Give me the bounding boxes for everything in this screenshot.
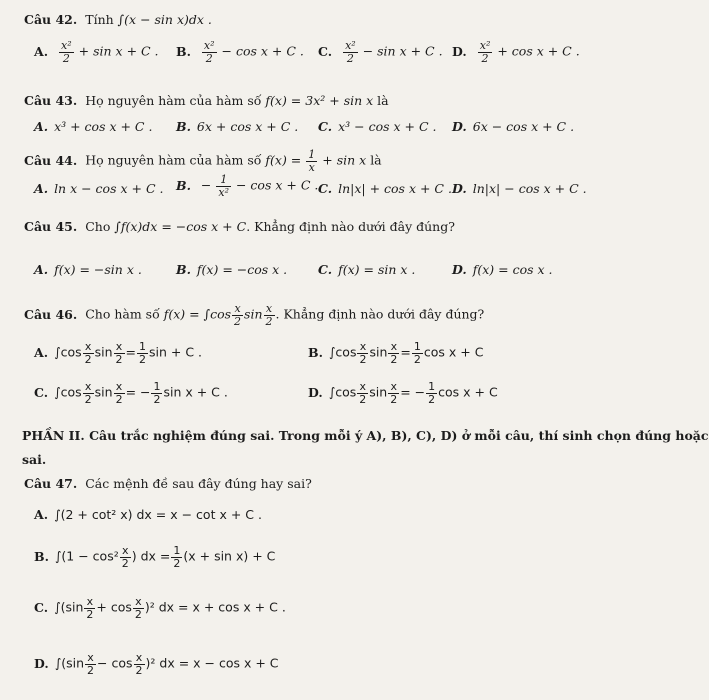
option-label: D.: [452, 119, 467, 134]
frac-denominator: 2: [121, 556, 129, 570]
option-label: D.: [308, 384, 323, 400]
frac-numerator: 1: [428, 380, 436, 393]
option-label: D.: [34, 655, 49, 671]
option-42-b: [176, 40, 304, 64]
frac-numerator: x: [357, 381, 368, 394]
frac-numerator: x: [114, 381, 125, 394]
frac-denominator: 2: [428, 392, 436, 406]
option-label: B.: [308, 344, 323, 360]
frac-numerator: 1: [153, 380, 161, 393]
frac-numerator: 1: [216, 174, 231, 187]
frac-numerator: x: [120, 545, 131, 558]
option-42-a: [34, 40, 159, 64]
option-text: f(x) = cos x .: [472, 262, 553, 277]
option-label: C.: [34, 384, 49, 400]
question-text: Tính: [85, 12, 114, 27]
option-mid: sin: [94, 344, 113, 360]
frac-denominator: x: [308, 160, 315, 174]
question-expression: ∫f(x)dx = −cos x + C: [114, 219, 247, 234]
option-lhs: ∫cos: [54, 344, 82, 360]
option-45-a: [34, 262, 142, 277]
option-43-c: [318, 119, 436, 134]
frac-denominator: 2: [173, 556, 181, 570]
option-43-a: [34, 119, 152, 134]
frac-numerator: 1: [413, 340, 421, 353]
option-label: B.: [176, 119, 191, 134]
frac-numerator: x: [83, 341, 94, 354]
frac-denominator: 2: [205, 51, 213, 65]
option-label: B.: [34, 548, 49, 564]
frac-numerator: x: [134, 652, 145, 665]
option-46-d: [308, 381, 498, 405]
question-number: Câu 45.: [24, 219, 78, 234]
frac-denominator: 2: [390, 392, 398, 406]
frac-denominator: 2: [413, 352, 421, 366]
option-text: ln x − cos x + C .: [54, 181, 164, 196]
frac-denominator: 2: [265, 314, 273, 328]
frac-denominator: x²: [218, 185, 229, 199]
option-equals: =: [125, 344, 137, 360]
option-47-d: [34, 652, 279, 676]
question-tail: là: [377, 93, 389, 108]
expression-mid: sin: [244, 306, 263, 322]
expression-prefix: f(x) = ∫cos: [163, 306, 232, 322]
option-label: A.: [34, 43, 49, 59]
option-mid: ) dx =: [131, 548, 171, 564]
option-text: ln|x| + cos x + C .: [338, 181, 452, 196]
frac-numerator: x: [85, 652, 96, 665]
frac-numerator: x: [388, 341, 399, 354]
option-mid: sin: [369, 344, 388, 360]
frac-denominator: 2: [84, 352, 92, 366]
question-number: Câu 46.: [24, 306, 78, 322]
option-mid: sin: [94, 384, 113, 400]
option-label: C.: [318, 119, 333, 134]
option-lhs: ∫cos: [328, 344, 357, 360]
option-text: sin + C .: [149, 344, 203, 360]
option-46-b: [308, 341, 483, 365]
option-text: f(x) = −sin x .: [54, 262, 142, 277]
option-label: A.: [34, 262, 49, 277]
option-text: f(x) = −cos x .: [196, 262, 288, 277]
frac-denominator: 2: [359, 352, 367, 366]
section-2-heading-cont: sai.: [22, 452, 47, 467]
option-label: B.: [176, 177, 191, 193]
frac-denominator: 2: [153, 392, 161, 406]
question-42: [24, 12, 212, 27]
option-46-c: [34, 381, 228, 405]
frac-denominator: 2: [346, 51, 354, 65]
option-text: cos x + C: [423, 344, 484, 360]
option-label: A.: [34, 507, 49, 522]
question-43: [24, 93, 389, 108]
option-text: )² dx = x + cos x + C .: [144, 599, 286, 615]
option-text: + cos x + C .: [497, 43, 580, 59]
question-44: [24, 149, 382, 173]
option-prefix: ∫(1 − cos²: [54, 548, 119, 564]
option-label: C.: [34, 599, 49, 615]
question-text: Họ nguyên hàm của hàm số: [85, 93, 262, 108]
option-mid: − cos: [97, 655, 133, 671]
question-text: Cho: [85, 219, 111, 234]
option-equals: =: [400, 344, 411, 360]
frac-denominator: 2: [234, 314, 242, 328]
question-46: [24, 303, 484, 327]
question-tail: là: [370, 152, 382, 168]
frac-numerator: x²: [203, 39, 215, 52]
option-45-c: [318, 262, 415, 277]
option-text: − sin x + C .: [362, 43, 443, 59]
option-label: B.: [176, 43, 191, 59]
option-text: (x + sin x) + C: [183, 548, 276, 564]
question-text: Cho hàm số: [85, 306, 160, 322]
option-text: 6x + cos x + C .: [196, 119, 299, 134]
frac-denominator: 2: [62, 51, 70, 65]
option-42-c: [318, 40, 443, 64]
frac-numerator: 1: [308, 148, 316, 161]
frac-denominator: 2: [115, 352, 123, 366]
option-text: x³ − cos x + C .: [338, 119, 437, 134]
option-text: + sin x + C .: [78, 43, 159, 59]
frac-numerator: x: [357, 341, 368, 354]
frac-denominator: 2: [139, 352, 147, 366]
option-42-d: [452, 40, 580, 64]
frac-numerator: x²: [345, 39, 356, 52]
option-46-a: [34, 341, 202, 365]
frac-numerator: x²: [479, 39, 491, 52]
question-tail: . Khẳng định nào dưới đây đúng?: [275, 306, 485, 322]
option-text: )² dx = x − cos x + C: [145, 655, 279, 671]
question-number: Câu 44.: [24, 152, 78, 168]
frac-denominator: 2: [84, 392, 92, 406]
question-expression: f(x) = 3x² + sin x: [265, 93, 374, 108]
question-tail: . Khẳng định nào dưới đây đúng?: [246, 219, 455, 234]
question-47: [24, 476, 312, 491]
option-text: 6x − cos x + C .: [472, 119, 575, 134]
option-label: C.: [318, 262, 333, 277]
frac-denominator: 2: [390, 352, 398, 366]
question-number: Câu 42.: [24, 12, 78, 27]
question-number: Câu 47.: [24, 476, 78, 491]
question-45: [24, 219, 455, 234]
option-47-b: [34, 545, 275, 569]
option-text: ln|x| − cos x + C .: [472, 181, 587, 196]
option-44-b: [176, 174, 318, 198]
frac-denominator: 2: [115, 392, 123, 406]
frac-numerator: x: [232, 303, 243, 316]
option-label: A.: [34, 344, 49, 360]
option-45-d: [452, 262, 553, 277]
option-prefix: −: [200, 177, 212, 193]
option-text: − cos x + C .: [235, 177, 319, 193]
option-label: D.: [452, 262, 467, 277]
option-text: x³ + cos x + C .: [54, 119, 153, 134]
frac-denominator: 2: [481, 51, 489, 65]
frac-numerator: x: [84, 596, 95, 609]
question-expression: ∫(x − sin x)dx .: [117, 12, 212, 27]
option-mid: + cos: [96, 599, 132, 615]
option-text: f(x) = sin x .: [338, 262, 416, 277]
option-45-b: [176, 262, 287, 277]
frac-numerator: x: [114, 341, 125, 354]
option-label: D.: [452, 181, 467, 196]
option-text: sin x + C .: [163, 384, 228, 400]
option-text: ∫(2 + cot² x) dx = x − cot x + C .: [54, 507, 262, 522]
option-47-a: [34, 507, 262, 522]
frac-numerator: x: [264, 303, 275, 316]
frac-numerator: x: [133, 596, 144, 609]
frac-denominator: 2: [135, 663, 143, 677]
frac-denominator: 2: [134, 607, 142, 621]
frac-denominator: 2: [359, 392, 367, 406]
option-47-c: [34, 596, 286, 620]
option-mid: sin: [369, 384, 388, 400]
option-equals: = −: [400, 384, 426, 400]
frac-numerator: 1: [139, 340, 147, 353]
option-lhs: ∫cos: [54, 384, 82, 400]
option-43-b: [176, 119, 298, 134]
frac-numerator: 1: [173, 544, 181, 557]
option-text: − cos x + C .: [221, 43, 304, 59]
option-label: B.: [176, 262, 191, 277]
option-label: D.: [452, 43, 467, 59]
option-prefix: ∫(sin: [54, 655, 85, 671]
expression-prefix: f(x) =: [265, 152, 302, 168]
question-text: Các mệnh đề sau đây đúng hay sai?: [85, 476, 312, 491]
option-44-a: [34, 181, 163, 196]
option-44-c: [318, 181, 452, 196]
option-label: A.: [34, 119, 49, 134]
option-label: A.: [34, 181, 49, 196]
frac-numerator: x: [388, 381, 399, 394]
option-label: C.: [318, 43, 333, 59]
option-prefix: ∫(sin: [54, 599, 84, 615]
frac-numerator: x: [83, 381, 94, 394]
expression-suffix: + sin x: [322, 152, 367, 168]
option-label: C.: [318, 181, 333, 196]
section-2-heading: PHẦN II. Câu trắc nghiệm đúng sai. Trong mỗi ý A), B), C), D) ở mỗi câu, thí sinh chọn đúng hoặc: [22, 428, 709, 443]
option-43-d: [452, 119, 574, 134]
option-text: cos x + C: [438, 384, 498, 400]
frac-numerator: x²: [61, 39, 72, 52]
option-44-d: [452, 181, 587, 196]
question-number: Câu 43.: [24, 93, 78, 108]
option-equals: = −: [125, 384, 151, 400]
option-lhs: ∫cos: [328, 384, 357, 400]
question-text: Họ nguyên hàm của hàm số: [85, 152, 262, 168]
frac-denominator: 2: [86, 607, 94, 621]
frac-denominator: 2: [87, 663, 95, 677]
